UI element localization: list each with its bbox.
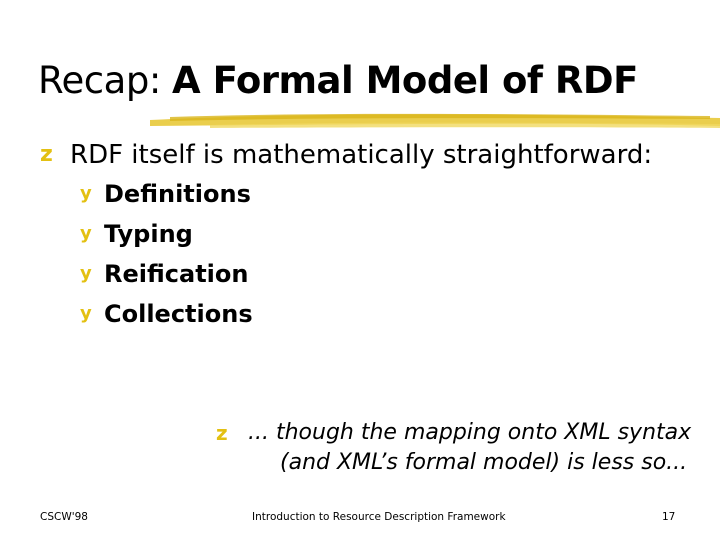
y-bullet-icon: y [80,263,92,284]
sub-bullet-text: Collections [104,300,253,328]
z-bullet-icon: z [40,142,53,167]
page-number: 17 [662,511,676,523]
title-prefix: Recap: [38,59,161,102]
sub-bullet-text: Definitions [104,180,251,208]
slide-title [38,56,638,106]
sub-bullet-text: Reification [104,260,249,288]
sub-bullet-text: Typing [104,220,193,248]
footer-center: Introduction to Resource Description Framework [252,511,506,523]
main-bullet-text: RDF itself is mathematically straightforward: [70,140,653,170]
footer-left: CSCW'98 [40,511,88,523]
z-bullet-icon: z [216,421,228,445]
second-bullet-line1: ... though the mapping onto XML syntax [248,420,692,445]
y-bullet-icon: y [80,183,92,204]
y-bullet-icon: y [80,223,92,244]
title-underline-brushstroke [150,106,720,132]
title-main: A Formal Model of RDF [172,59,638,102]
y-bullet-icon: y [80,303,92,324]
second-bullet-line2: (and XML’s formal model) is less so... [280,450,688,475]
